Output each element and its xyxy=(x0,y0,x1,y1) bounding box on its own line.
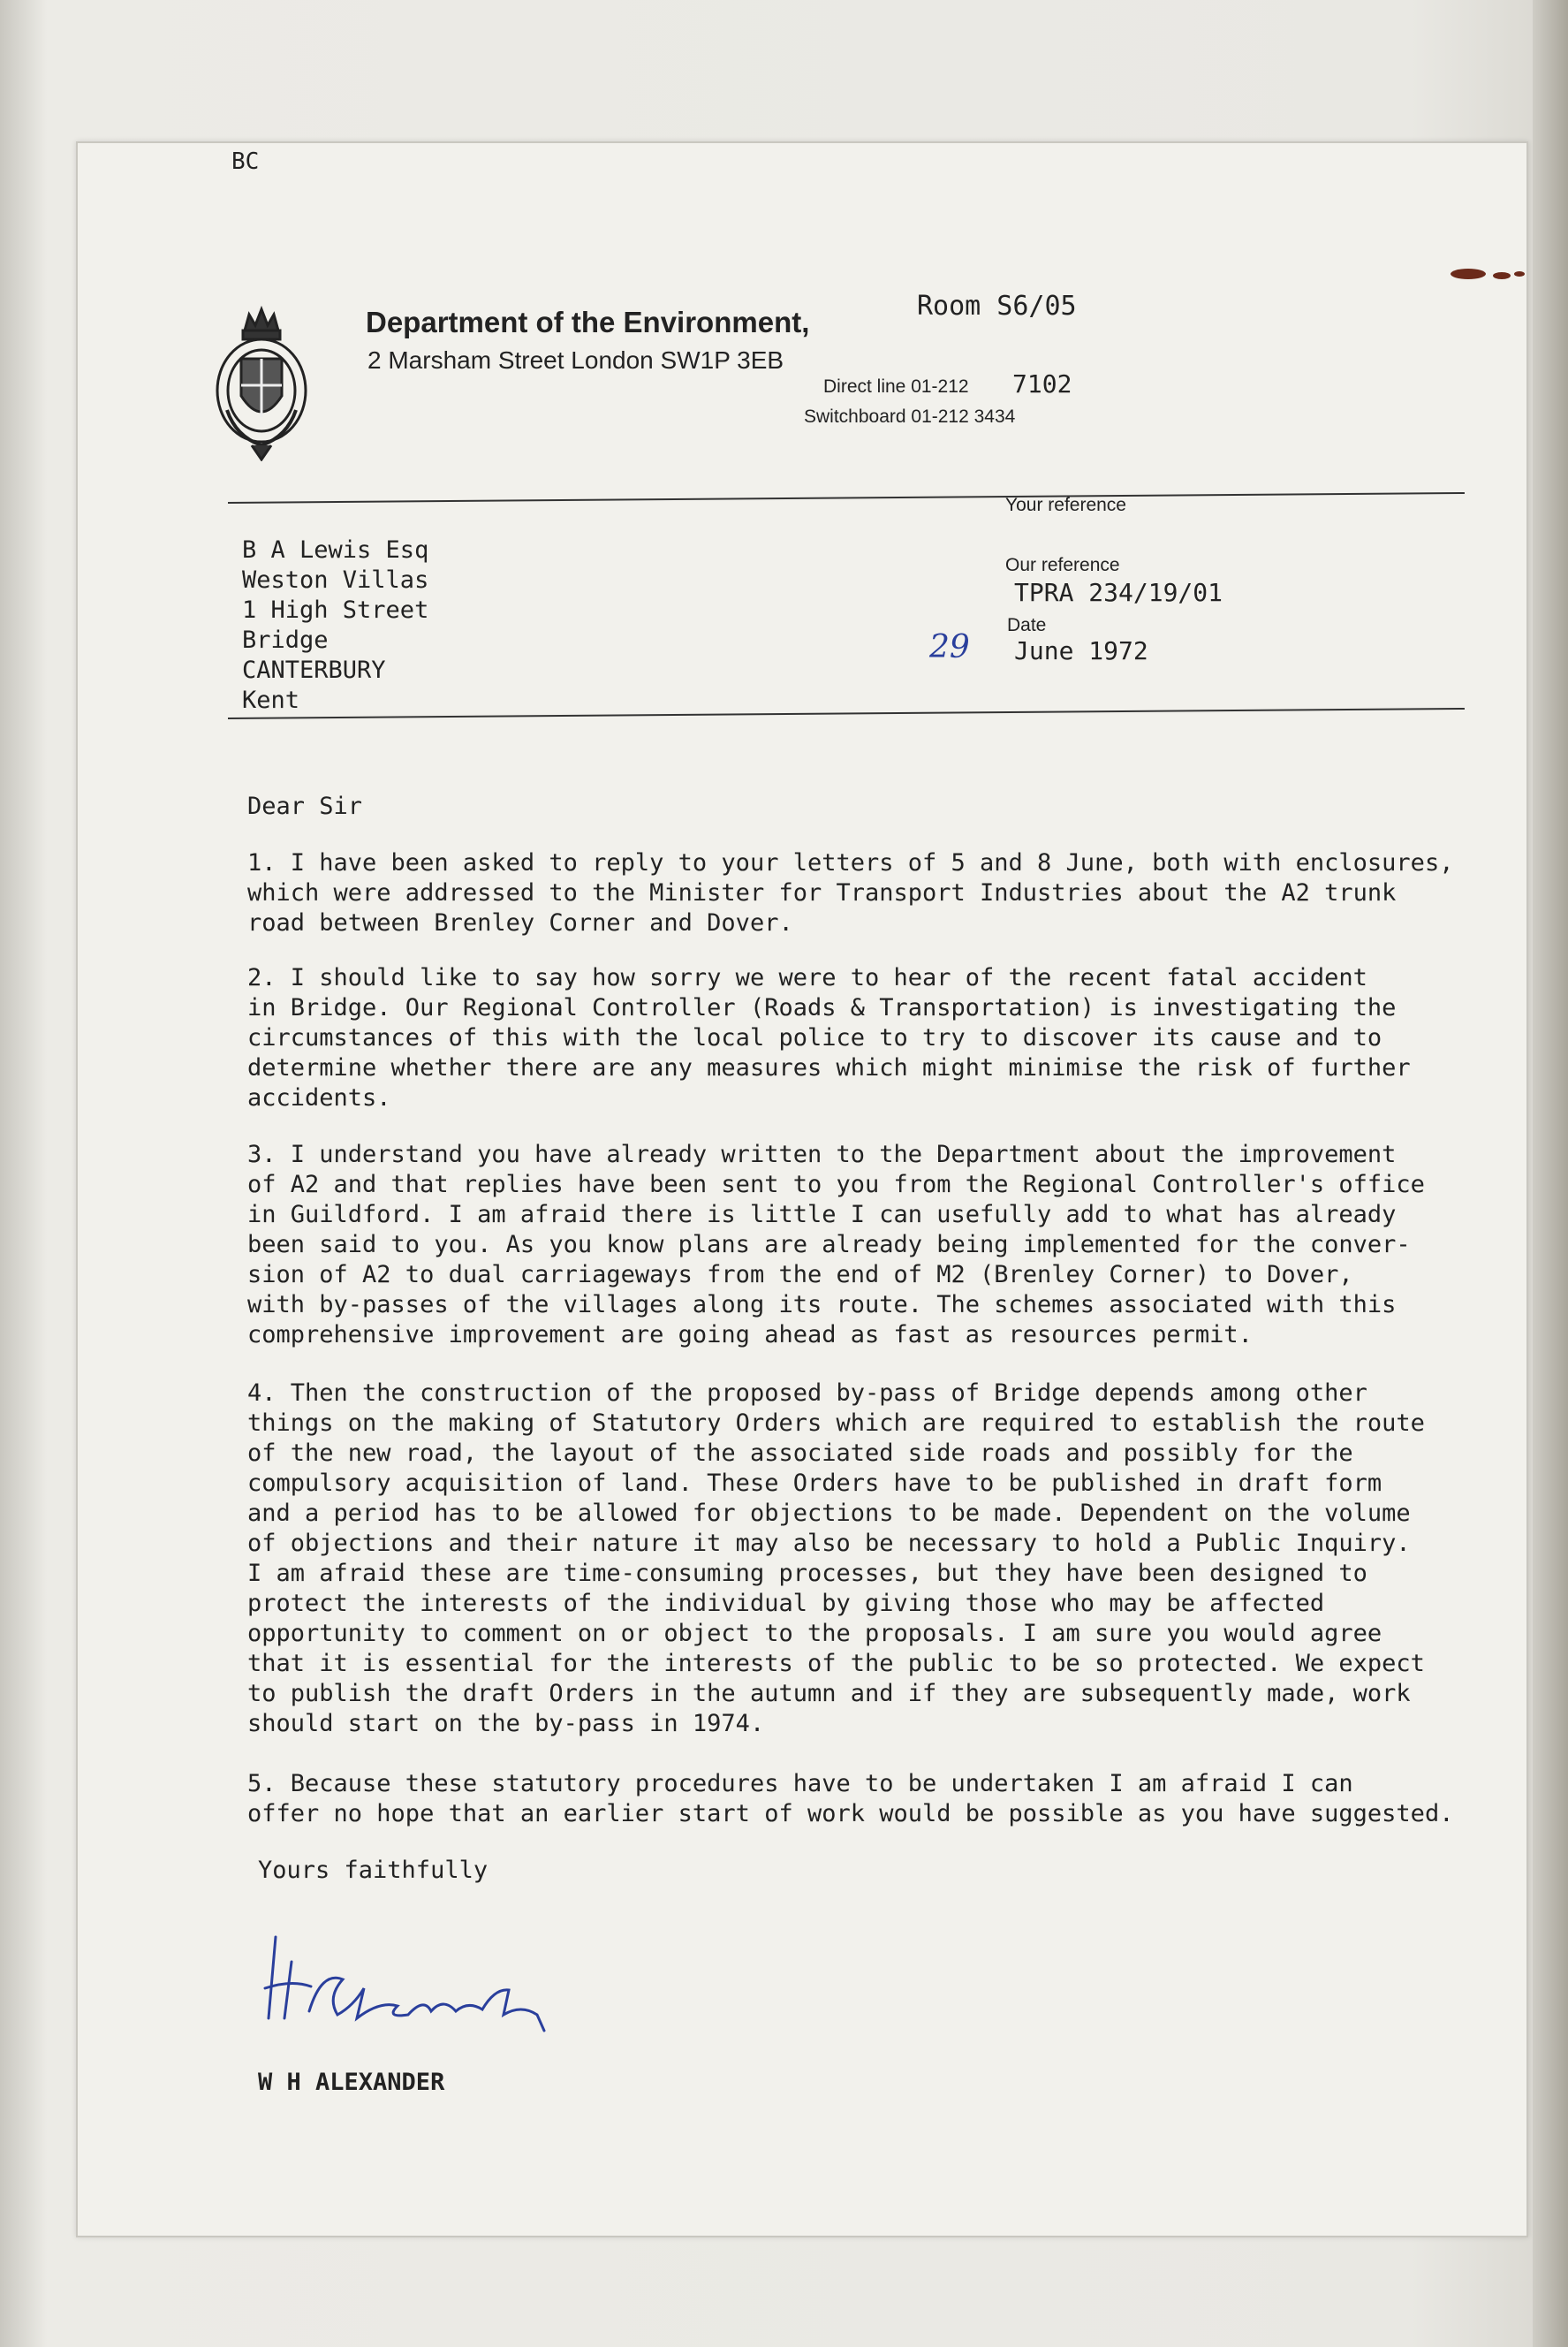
recipient-line: CANTERBURY xyxy=(242,657,386,684)
department-address: 2 Marsham Street London SW1P 3EB xyxy=(367,346,784,374)
paragraph-line: 1. I have been asked to reply to your letters of 5 and 8 June, both with enclosures, xyxy=(247,849,1454,877)
closing: Yours faithfully xyxy=(258,1857,489,1884)
paragraph-5 xyxy=(247,1769,1502,1829)
paragraph-line: of A2 and that replies have been sent to you from the Regional Controller's office xyxy=(247,1171,1425,1198)
paragraph-4 xyxy=(247,1379,1502,1739)
signature xyxy=(256,1926,627,2059)
paragraph-3 xyxy=(247,1140,1502,1350)
paragraph-line: road between Brenley Corner and Dover. xyxy=(247,909,793,937)
our-reference-label: Our reference xyxy=(1005,555,1120,575)
paragraph-line: 3. I understand you have already written to the Department about the improvement xyxy=(247,1141,1397,1168)
paragraph-line: of the new road, the layout of the associated side roads and possibly for the xyxy=(247,1439,1353,1467)
folder-edge xyxy=(1533,0,1568,2347)
paragraph-line: should start on the by-pass in 1974. xyxy=(247,1710,765,1737)
paragraph-line: things on the making of Statutory Orders which are required to establish the route xyxy=(247,1409,1425,1437)
our-reference-value: TPRA 234/19/01 xyxy=(1014,578,1223,607)
paragraph-line: 5. Because these statutory procedures have to be undertaken I am afraid I can xyxy=(247,1770,1353,1797)
recipient-line: 1 High Street xyxy=(242,596,429,624)
signatory-name: W H ALEXANDER xyxy=(258,2069,445,2096)
paragraph-line: and a period has to be allowed for objections to be made. Dependent on the volume xyxy=(247,1500,1411,1527)
file-mark: BC xyxy=(231,148,260,175)
direct-line-label: Direct line 01-212 xyxy=(823,376,969,397)
recipient-line: Kent xyxy=(242,687,300,714)
date-day-handwritten: 29 xyxy=(929,629,970,665)
royal-crest-icon xyxy=(209,304,314,461)
paragraph-line: 4. Then the construction of the proposed by-pass of Bridge depends among other xyxy=(247,1379,1367,1407)
paragraph-line: determine whether there are any measures which might minimise the risk of further xyxy=(247,1054,1411,1082)
direct-line-extension: 7102 xyxy=(1012,369,1072,399)
switchboard-number: Switchboard 01-212 3434 xyxy=(804,406,1016,427)
recipient-address xyxy=(242,535,428,716)
paragraph-line: opportunity to comment on or object to the proposals. I am sure you would agree xyxy=(247,1620,1382,1647)
date-label: Date xyxy=(1007,615,1047,635)
paragraph-line: in Bridge. Our Regional Controller (Roads & Transportation) is investigating the xyxy=(247,994,1397,1022)
recipient-line: Bridge xyxy=(242,627,329,654)
paragraph-line: that it is essential for the interests of the public to be so protected. We expect xyxy=(247,1650,1425,1677)
paragraph-line: been said to you. As you know plans are already being implemented for the conver- xyxy=(247,1231,1411,1258)
paragraph-line: circumstances of this with the local police to try to discover its cause and to xyxy=(247,1024,1382,1052)
paragraph-line: offer no hope that an earlier start of work would be possible as you have suggested. xyxy=(247,1800,1454,1827)
room-number: Room S6/05 xyxy=(917,291,1077,322)
paragraph-line: in Guildford. I am afraid there is little I can usefully add to what has already xyxy=(247,1201,1397,1228)
paragraph-line: protect the interests of the individual by giving those who may be affected xyxy=(247,1590,1325,1617)
recipient-line: Weston Villas xyxy=(242,566,429,594)
recipient-line: B A Lewis Esq xyxy=(242,536,429,564)
date-value: June 1972 xyxy=(1014,636,1148,665)
paragraph-line: which were addressed to the Minister for Transport Industries about the A2 trunk xyxy=(247,879,1397,907)
paragraph-line: sion of A2 to dual carriageways from the end of M2 (Brenley Corner) to Dover, xyxy=(247,1261,1353,1288)
department-name: Department of the Environment, xyxy=(366,306,810,338)
paragraph-line: I am afraid these are time-consuming processes, but they have been designed to xyxy=(247,1560,1367,1587)
paragraph-line: accidents. xyxy=(247,1084,391,1112)
paragraph-line: of objections and their nature it may also be necessary to hold a Public Inquiry. xyxy=(247,1530,1411,1557)
salutation: Dear Sir xyxy=(247,793,363,820)
paragraph-line: to publish the draft Orders in the autumn and if they are subsequently made, work xyxy=(247,1680,1411,1707)
ink-stain xyxy=(1449,265,1528,283)
paragraph-1 xyxy=(247,848,1502,938)
paragraph-line: with by-passes of the villages along its route. The schemes associated with this xyxy=(247,1291,1397,1318)
paragraph-line: compulsory acquisition of land. These Orders have to be published in draft form xyxy=(247,1470,1382,1497)
paragraph-line: 2. I should like to say how sorry we were to hear of the recent fatal accident xyxy=(247,964,1367,991)
paragraph-2 xyxy=(247,963,1502,1113)
paragraph-line: comprehensive improvement are going ahead as fast as resources permit. xyxy=(247,1321,1253,1348)
your-reference-label: Your reference xyxy=(1005,495,1126,515)
